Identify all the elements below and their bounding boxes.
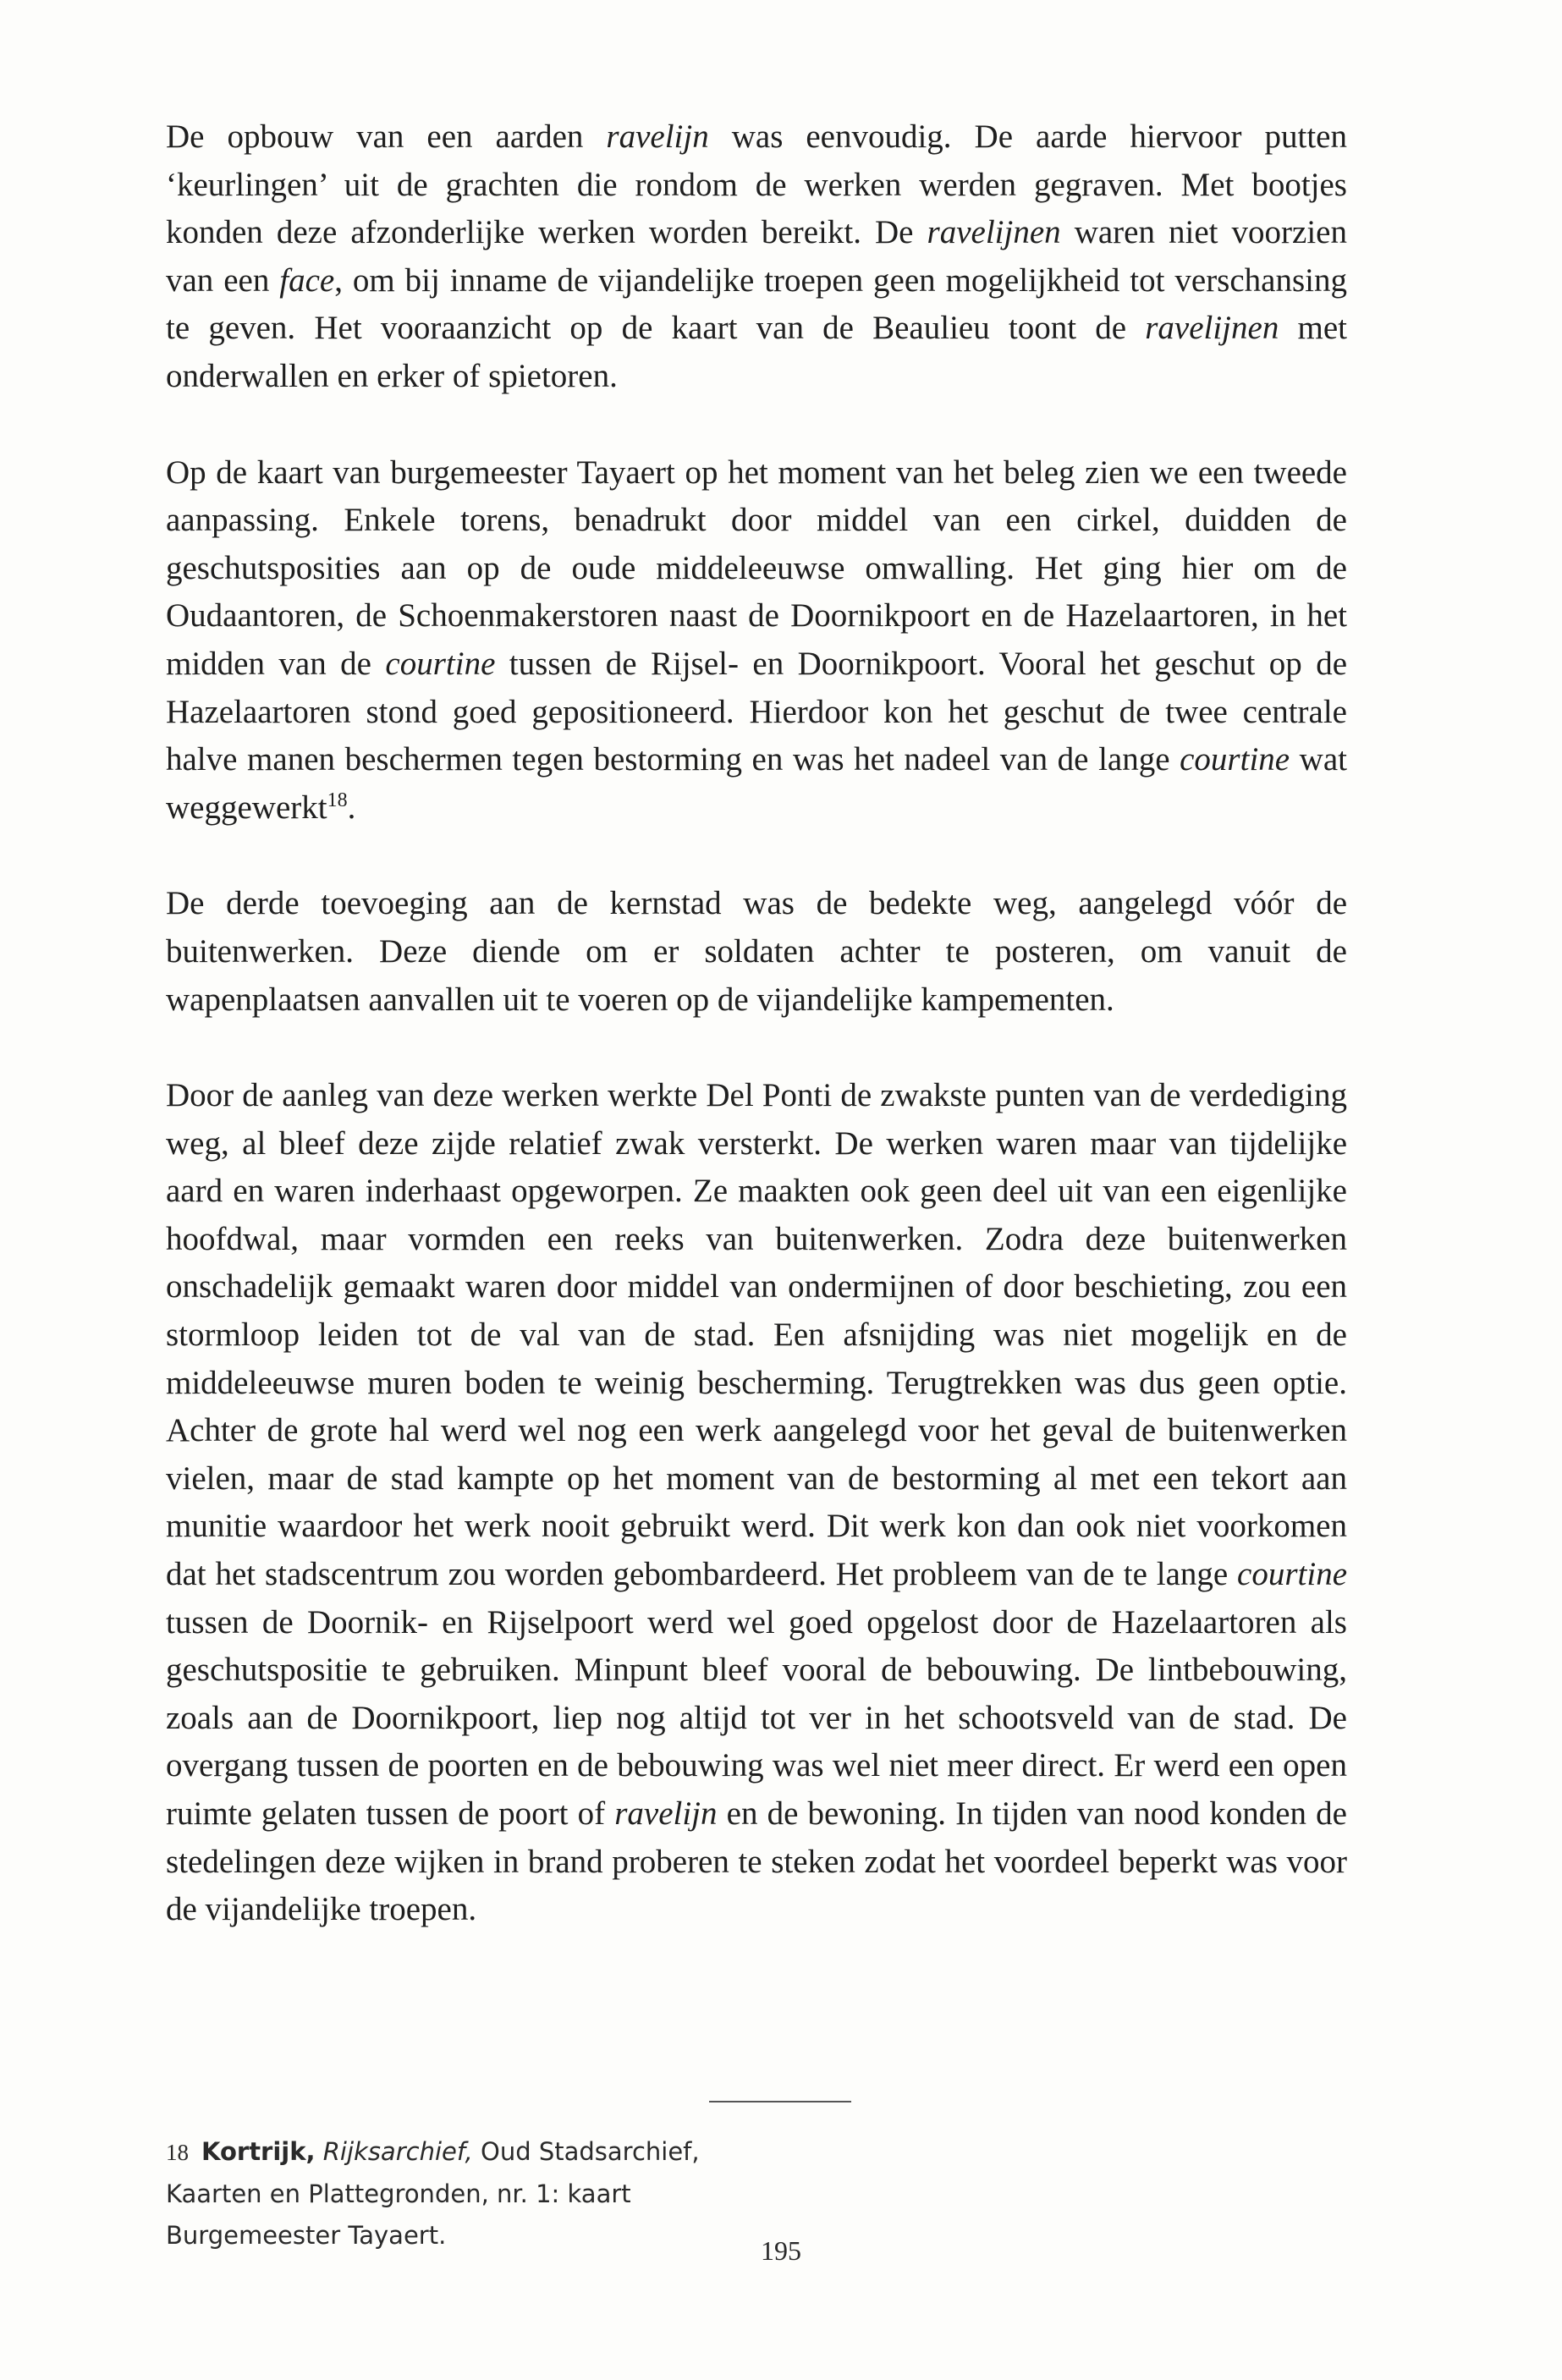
text-run: met onderwallen en erker of spietoren. xyxy=(166,310,1347,394)
italic-term: ravelijn xyxy=(614,1795,718,1832)
paragraph xyxy=(166,1072,1347,1934)
text-run: , om bij inname de vijandelijke troepen geen mogelijkheid tot verschansing te geven. Het vooraanzicht op de kaart van de Beaulieu toont de xyxy=(166,261,1347,347)
italic-term: courtine xyxy=(1180,741,1290,778)
text-run: tussen de Doornik- en Rijselpoort werd wel goed opgelost door de Hazelaartoren als geschutspositie te gebruiken. Minpunt bleef vooral de bebouwing. De lintbebouwing, zoals aan de Doornikpoort, liep nog altijd tot ver in het schootsveld van de stad. De overgang tussen de poorten en de bebouwing was wel niet meer direct. Er werd een open ruimte gelaten tussen de poort of xyxy=(166,1603,1347,1832)
page-number: 195 xyxy=(761,2235,801,2266)
italic-term: ravelijnen xyxy=(1145,310,1279,347)
paragraph xyxy=(166,449,1347,833)
italic-term: ravelijnen xyxy=(927,214,1061,251)
paragraph xyxy=(166,880,1347,1024)
footnote-separator xyxy=(709,2101,851,2102)
text-run: tussen de Rijsel- en Doornikpoort. Vooral het geschut op de Hazelaartoren stond goed gepositioneerd. Hierdoor kon het geschut de twee centrale halve manen beschermen tegen bestorming en was het nadeel van de lange xyxy=(166,645,1348,778)
text-run: en de bewoning. In tijden van nood konden de stedelingen deze wijken in brand proberen te steken zodat het voordeel beperkt was voor de vijandelijke troepen. xyxy=(166,1795,1347,1928)
footnote-archive: Rijksarchief, xyxy=(322,2137,473,2166)
text-run: wat weggewerkt xyxy=(166,741,1347,826)
text-run: . xyxy=(347,789,356,826)
italic-term: ravelijn xyxy=(606,118,709,155)
text-run: Op de kaart van burgemeester Tayaert op het moment van het beleg zien we een tweede aanpassing. Enkele torens, benadrukt door middel van een cirkel, duidden de geschutsposities aan op de oude middeleeuwse omwalling. Het ging hier om de Oudaantoren, de Schoenmakerstoren naast de Doornikpoort en de Hazelaartoren, in het midden van de xyxy=(166,453,1347,682)
text-run: Door de aanleg van deze werken werkte Del Ponti de zwakste punten van de verdediging weg, al bleef deze zijde relatief zwak versterkt. De werken waren maar van tijdelijke aard en waren inderhaast opgeworpen. Ze maakten ook geen deel uit van een eigenlijke hoofdwal, maar vormden een reeks van buitenwerken. Zodra deze buitenwerken onschadelijk gemaakt waren door middel van ondermijnen of door beschieting, zou een stormloop leiden tot de val van de stad. Een afsnijding was niet mogelijk en de middeleeuwse muren boden te weinig bescherming. Terugtrekken was dus geen optie. Achter de grote hal werd wel nog een werk aangelegd voor het geval de buitenwerken vielen, maar de stad kampte op het moment van de bestorming al met een tekort aan munitie waardoor het werk nooit gebruikt werd. Dit werk kon dan ook niet voorkomen dat het stadscentrum zou worden gebombardeerd. Het probleem van de te lange xyxy=(166,1077,1347,1593)
footnote-reference-mark: 18 xyxy=(327,789,348,811)
footnote-place: Kortrijk, xyxy=(201,2137,316,2166)
text-run: De opbouw van een aarden xyxy=(166,118,607,155)
footnote-number: 18 xyxy=(166,2140,189,2165)
text-run: De derde toevoeging aan de kernstad was de bedekte weg, aangelegd vóór de buitenwerken. Deze diende om er soldaten achter te posteren, om vanuit de wapenplaatsen aanvallen uit te voeren op de vijandelijke kampementen. xyxy=(166,885,1347,1018)
text-run: waren niet voorzien van een xyxy=(166,214,1347,299)
italic-term: courtine xyxy=(385,645,496,682)
text-run: was eenvoudig. De aarde hiervoor putten ‘keurlingen’ uit de grachten die rondom de werken werden gegraven. Met bootjes konden deze afzonderlijke werken worden bereikt. De xyxy=(166,118,1347,251)
footnote-reference: Oud Stadsarchief, Kaarten en Plattegronden, nr. 1: kaart Burgemeester Tayaert. xyxy=(166,2137,700,2250)
paragraph xyxy=(166,113,1347,401)
italic-term: face xyxy=(279,261,335,299)
italic-term: courtine xyxy=(1237,1556,1347,1593)
body-text xyxy=(166,113,1347,1934)
